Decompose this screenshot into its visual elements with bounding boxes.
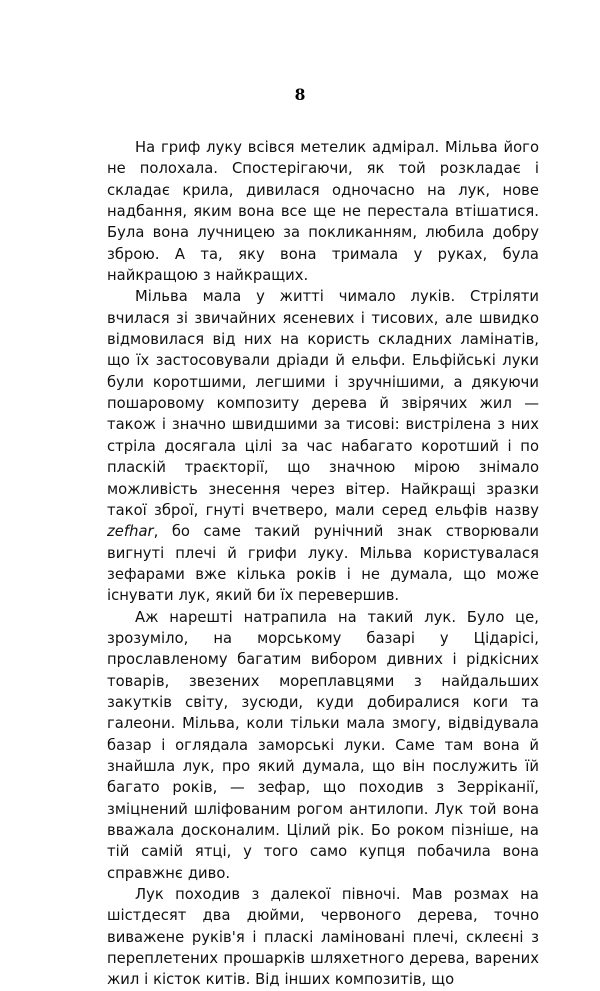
paragraph-2-part-after-italic: , бо саме такий рунічний знак створювали вигнуті плечі й грифи луку. Мільва користувалася зефарами вже кілька років і не думала, що може існувати лук, який би їх перевершив. [107,523,539,605]
paragraph-1: На гриф луку всівся метелик адмірал. Мільва його не полохала. Спостерігаючи, як той розкладає і складає крила, дивилася одночасно на лук, нове надбання, яким вона все ще не перестала втішатися. Була вона лучницею за покликанням, любила добру зброю. А та, яку вона тримала у руках, була найкращою з найкращих. [107,139,539,285]
paragraph-4: Лук походив з далекої півночі. Мав розмах на шістдесят два дюйми, червоного дерева, точно виважене руків'я і пласкі ламіновані плечі, склеєні з переплетених прошарків шляхетного дерева, варених жил і кісток китів. Від інших композитів, що [107,886,539,989]
body-text-block [107,137,539,991]
paragraph-3: Аж нарешті натрапила на такий лук. Було це, зрозуміло, на морському базарі у Цідарісі, прославленому багатим вибором дивних і рідкісних товарів, звезених мореплавцями з найдальших закутків світу, зусюди, куди добиралися коги та галеони. Мільва, коли тільки мала змогу, відвідувала базар і оглядала заморські луки. Саме там вона й знайшла лук, про який думала, що він послужить їй багато років, — зефар, що походив з Зерріканії, зміцнений шліфованим рогом антилопи. Лук той вона вважала досконалим. Цілий рік. Бо роком пізніше, на тій самій ятці, у того само купця побачила вона справжнє диво. [107,608,539,882]
paragraph-2 [107,286,539,606]
italic-term-zefhar: zefhar [107,523,154,541]
page-number: 8 [294,85,306,104]
paragraph-2-part-before-italic: Мільва мала у житті чимало луків. Стріляти вчилася зі звичайних ясеневих і тисових, але швидко відмовилася від них на користь складних ламінатів, що їх застосовували дріади й ельфи. Ельфійські луки були коротшими, легшими і зручнішими, а дякуючи пошаровому композиту дерева й звірячих жил — також і значно швидшими за тисові: вистрілена з них стріла досягала цілі за час набагато коротший і по пласкій траєкторії, що значною мірою знімало можливість знесення через вітер. Найкращі зразки такої зброї, гнуті вчетверо, мали серед ельфів назву [107,288,539,519]
